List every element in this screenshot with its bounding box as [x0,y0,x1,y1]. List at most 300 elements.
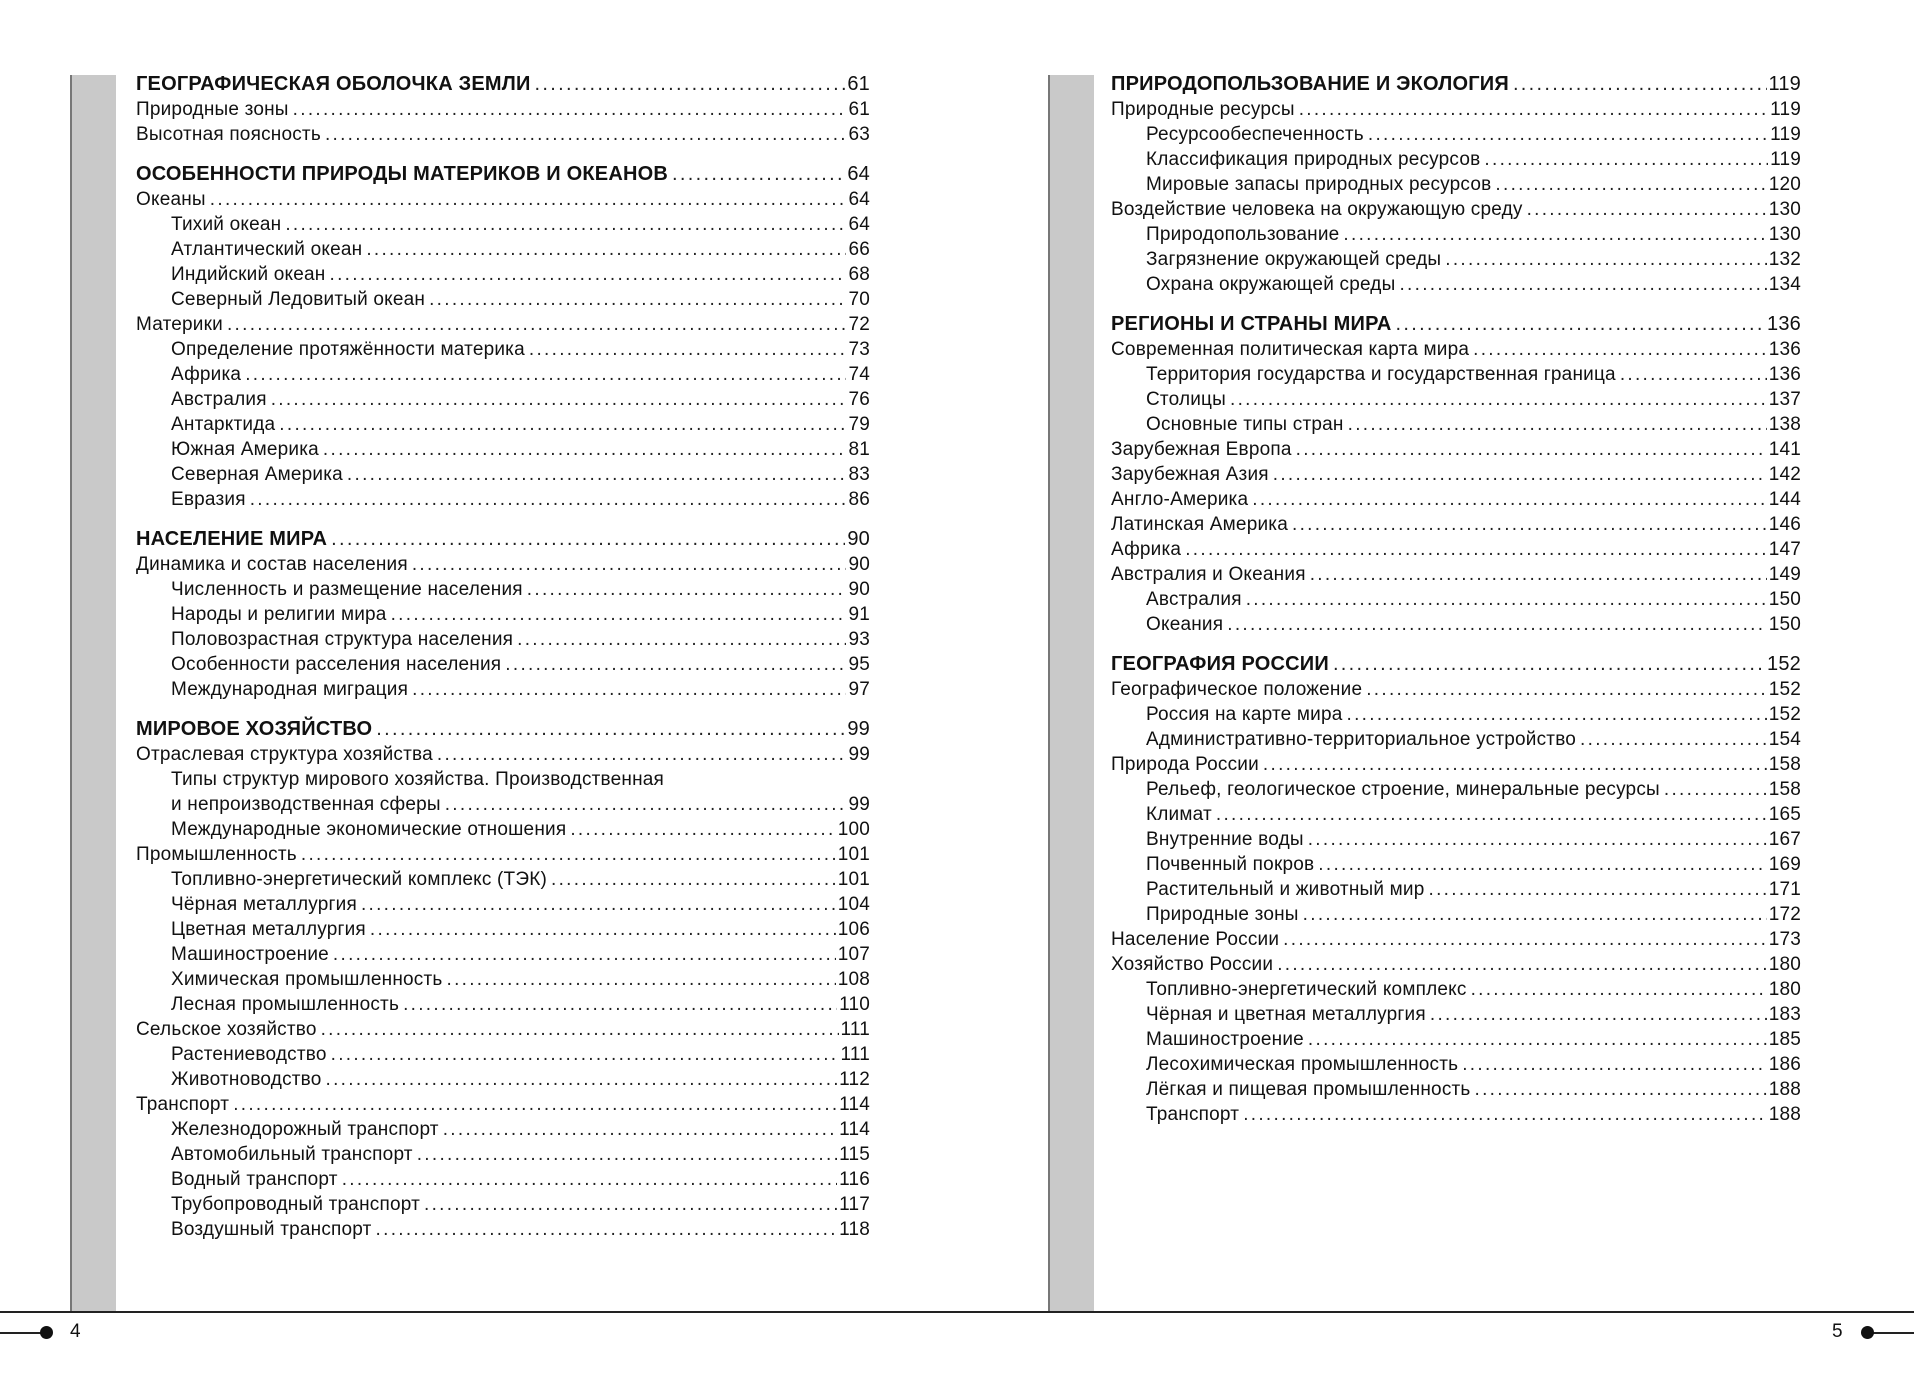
toc-subentry [136,1217,870,1242]
toc-page-number: 73 [848,339,870,360]
toc-dot-leader [570,817,835,842]
toc-entry-title: Транспорт [136,1094,230,1115]
toc-subentry [1111,222,1801,247]
toc-dot-leader [1243,1102,1767,1127]
toc-subentry [1111,802,1801,827]
toc-subentry [1111,777,1801,802]
toc-dot-leader [672,162,845,187]
toc-page-number: 167 [1768,829,1801,850]
toc-entry-title: Природопользование [1146,224,1340,245]
toc-page-number: 99 [847,718,870,740]
toc-entry-title: Цветная металлургия [171,919,366,940]
toc-entry-title: Численность и размещение населения [171,579,523,600]
toc-page-number: 111 [840,1019,870,1040]
toc-page-number: 136 [1767,313,1801,335]
toc-dot-leader [1473,337,1767,362]
toc-dot-leader [1303,902,1767,927]
toc-dot-leader [535,72,846,97]
toc-dot-leader [1318,852,1766,877]
toc-page-number: 120 [1768,174,1801,195]
toc-subentry [136,792,870,817]
toc-page-number: 180 [1768,954,1801,975]
toc-page-number: 64 [848,189,870,210]
toc-dot-leader [1230,387,1767,412]
toc-entry-title: Южная Америка [171,439,319,460]
toc-dot-leader [1368,122,1768,147]
toc-entry-title: Административно-территориальное устройство [1146,729,1577,750]
toc-page-number: 99 [848,794,870,815]
toc-page-number: 152 [1768,679,1801,700]
toc-entry-title: Индийский океан [171,264,326,285]
toc-dot-leader [271,387,847,412]
toc-entry-title: Лесная промышленность [171,994,400,1015]
toc-entry-title: Топливно-энергетический комплекс [1146,979,1467,1000]
toc-dot-leader [1366,677,1766,702]
toc-dot-leader [1484,147,1768,172]
toc-page-number: 172 [1768,904,1801,925]
toc-entry [1111,927,1801,952]
toc-dot-leader [443,1117,837,1142]
toc-page-number: 150 [1768,614,1801,635]
toc-dot-leader [1620,362,1767,387]
toc-entry-title: Высотная поясность [136,124,321,145]
toc-page-number: 117 [839,1194,870,1215]
toc-subentry [136,967,870,992]
toc-dot-leader [527,577,847,602]
toc-entry [1111,337,1801,362]
toc-entry-title: Промышленность [136,844,297,865]
toc-entry-title: Международные экономические отношения [171,819,567,840]
toc-entry [1111,437,1801,462]
toc-subentry [136,577,870,602]
toc-entry [136,187,870,212]
toc-subentry [136,1167,870,1192]
toc-dot-leader [1580,727,1767,752]
toc-entry [1111,752,1801,777]
toc-dot-leader [1347,702,1767,727]
toc-entry-title: Загрязнение окружающей среды [1146,249,1442,270]
toc-subentry [136,892,870,917]
toc-subentry [1111,612,1801,637]
toc-page-number: 119 [1770,99,1801,120]
toc-dot-leader [285,212,846,237]
toc-entry-title: Природа России [1111,754,1259,775]
toc-page-number: 90 [848,554,870,575]
toc-dot-leader [1296,437,1767,462]
toc-page-number: 70 [848,289,870,310]
toc-dot-leader [1308,1027,1767,1052]
toc-page-number: 169 [1768,854,1801,875]
toc-subentry [136,262,870,287]
toc-entry-title: Австралия [171,389,267,410]
toc-entry-title: Растительный и животный мир [1146,879,1425,900]
toc-dot-leader [1527,197,1767,222]
toc-dot-leader [1263,752,1767,777]
toc-section-heading [1111,652,1801,677]
toc-subentry [1111,247,1801,272]
toc-dot-leader [1429,877,1767,902]
toc-entry-title: Россия на карте мира [1146,704,1343,725]
toc-dot-leader [1246,587,1767,612]
toc-subentry [136,992,870,1017]
toc-subentry [1111,1052,1801,1077]
toc-dot-leader [1399,272,1766,297]
toc-subentry [1111,122,1801,147]
toc-dot-leader [1308,827,1767,852]
toc-entry-title: РЕГИОНЫ И СТРАНЫ МИРА [1111,313,1392,335]
toc-page-number: 90 [848,579,870,600]
toc-subentry [1111,272,1801,297]
toc-dot-leader [1227,612,1766,637]
toc-page-number: 90 [847,528,870,550]
toc-page-number: 66 [848,239,870,260]
toc-dot-leader [347,462,847,487]
toc-entry-title: Океаны [136,189,206,210]
toc-dot-leader [227,312,847,337]
toc-subentry [136,487,870,512]
toc-subentry [136,362,870,387]
toc-page-number: 104 [837,894,870,915]
toc-dot-leader [1475,1077,1767,1102]
toc-entry-title: Атлантический океан [171,239,363,260]
toc-page-number: 130 [1768,199,1801,220]
toc-entry-title: Определение протяжённости материка [171,339,525,360]
toc-dot-leader [403,992,837,1017]
toc-dot-leader [1277,952,1767,977]
left-table-of-contents [136,72,870,1257]
toc-dot-leader [1495,172,1766,197]
toc-dot-leader [1310,562,1767,587]
toc-entry-title: Особенности расселения населения [171,654,502,675]
toc-subentry [136,437,870,462]
toc-dot-leader [1299,97,1768,122]
toc-entry-title: Природные зоны [1146,904,1299,925]
toc-dot-leader [342,1167,837,1192]
toc-dot-leader [361,892,836,917]
toc-page-number: 144 [1768,489,1801,510]
toc-entry [1111,537,1801,562]
toc-page-number: 74 [848,364,870,385]
toc-entry-title: Северный Ледовитый океан [171,289,426,310]
left-footer-divider [0,1311,957,1313]
toc-page-number: 115 [839,1144,870,1165]
toc-entry-title: Топливно-энергетический комплекс (ТЭК) [171,869,548,890]
toc-dot-leader [1445,247,1766,272]
toc-entry-title: Океания [1146,614,1224,635]
toc-dot-leader [333,942,836,967]
toc-entry-title: Африка [1111,539,1182,560]
right-margin-bar [1048,75,1094,1312]
toc-dot-leader [293,97,847,122]
toc-entry-title: ГЕОГРАФИЯ РОССИИ [1111,653,1329,675]
toc-entry [1111,562,1801,587]
toc-subentry [136,1142,870,1167]
toc-entry-title: Охрана окружающей среды [1146,274,1396,295]
toc-entry-title: Природные ресурсы [1111,99,1295,120]
toc-entry-title: Мировые запасы природных ресурсов [1146,174,1492,195]
toc-entry-title: Столицы [1146,389,1226,410]
toc-section-heading [1111,72,1801,97]
toc-section [1111,72,1801,297]
toc-subentry [1111,1002,1801,1027]
toc-page-number: 185 [1768,1029,1801,1050]
toc-subentry [136,767,870,792]
toc-dot-leader [1292,512,1767,537]
toc-page-number: 107 [837,944,870,965]
toc-dot-leader [1343,222,1766,247]
toc-page-number: 99 [848,744,870,765]
toc-entry-title: Природные зоны [136,99,289,120]
right-footer-divider [957,1311,1914,1313]
toc-subentry [136,867,870,892]
toc-page-number: 106 [837,919,870,940]
toc-section-heading [136,717,870,742]
toc-subentry [136,1192,870,1217]
toc-subentry [1111,587,1801,612]
toc-page-number: 101 [837,844,870,865]
toc-dot-leader [391,602,847,627]
toc-entry-title: Антарктида [171,414,276,435]
toc-subentry [136,677,870,702]
toc-dot-leader [529,337,847,362]
toc-page-number: 158 [1768,754,1801,775]
toc-entry [136,97,870,122]
toc-dot-leader [1664,777,1767,802]
toc-page-number: 83 [848,464,870,485]
toc-page-number: 173 [1768,929,1801,950]
toc-dot-leader [437,742,847,767]
toc-entry [136,742,870,767]
toc-dot-leader [417,1142,837,1167]
toc-subentry [1111,172,1801,197]
toc-subentry [1111,702,1801,727]
toc-entry [1111,952,1801,977]
toc-entry-title: Латинская Америка [1111,514,1288,535]
toc-page-number: 186 [1768,1054,1801,1075]
toc-section-heading [136,527,870,552]
toc-entry-title: Австралия и Океания [1111,564,1306,585]
toc-entry-title: Почвенный покров [1146,854,1315,875]
toc-entry-title: Классификация природных ресурсов [1146,149,1481,170]
toc-dot-leader [1283,927,1767,952]
toc-entry-title: Современная политическая карта мира [1111,339,1470,360]
toc-entry-title: и непроизводственная сферы [171,794,441,815]
toc-subentry [1111,1027,1801,1052]
toc-entry-title: Автомобильный транспорт [171,1144,413,1165]
toc-page-number: 63 [848,124,870,145]
toc-page-number: 152 [1767,653,1801,675]
toc-entry [136,312,870,337]
toc-page-number: 165 [1768,804,1801,825]
toc-page-number: 76 [848,389,870,410]
toc-entry [136,1092,870,1117]
toc-subentry [136,462,870,487]
toc-page-number: 61 [847,73,870,95]
toc-entry-title: Железнодорожный транспорт [171,1119,439,1140]
toc-dot-leader [1396,312,1766,337]
toc-page-number: 64 [848,214,870,235]
toc-dot-leader [325,122,847,147]
toc-section [136,717,870,1242]
toc-page-number: 97 [848,679,870,700]
toc-entry-title: Зарубежная Европа [1111,439,1292,460]
toc-page-number: 130 [1768,224,1801,245]
toc-entry-title: Животноводство [171,1069,322,1090]
toc-subentry [136,1117,870,1142]
toc-subentry [136,627,870,652]
toc-page-number: 150 [1768,589,1801,610]
toc-dot-leader [331,1042,839,1067]
right-footer-rule [1868,1332,1914,1334]
toc-section [136,72,870,147]
toc-entry-title: Тихий океан [171,214,282,235]
toc-subentry [136,1042,870,1067]
toc-dot-leader [366,237,846,262]
toc-dot-leader [210,187,847,212]
toc-dot-leader [331,527,845,552]
toc-entry [136,122,870,147]
toc-entry-title: Внутренние воды [1146,829,1304,850]
toc-entry-title: Климат [1146,804,1212,825]
toc-page-number: 79 [848,414,870,435]
right-footer-dot [1861,1326,1874,1339]
toc-page-number: 119 [1768,73,1801,95]
toc-dot-leader [323,437,847,462]
toc-dot-leader [301,842,836,867]
toc-page-number: 136 [1768,339,1801,360]
toc-dot-leader [505,652,846,677]
toc-entry-title: Транспорт [1146,1104,1240,1125]
toc-page-number: 112 [839,1069,870,1090]
toc-page-number: 119 [1770,149,1801,170]
toc-dot-leader [1471,977,1767,1002]
left-page-number: 4 [70,1321,81,1342]
toc-entry-title: Типы структур мирового хозяйства. Производственная [171,769,665,790]
toc-dot-leader [1185,537,1766,562]
toc-entry-title: Половозрастная структура населения [171,629,514,650]
toc-page-number: 116 [839,1169,870,1190]
toc-entry-title: Рельеф, геологическое строение, минеральные ресурсы [1146,779,1660,800]
toc-subentry [136,237,870,262]
toc-dot-leader [1216,802,1767,827]
toc-page-number: 146 [1768,514,1801,535]
right-page [957,0,1914,1388]
toc-entry-title: Чёрная металлургия [171,894,357,915]
toc-entry-title: Ресурсообеспеченность [1146,124,1364,145]
right-page-number: 5 [1832,1321,1843,1342]
toc-page-number: 158 [1768,779,1801,800]
toc-page-number: 149 [1768,564,1801,585]
toc-section [1111,652,1801,1127]
toc-page-number: 72 [848,314,870,335]
toc-dot-leader [424,1192,837,1217]
toc-page-number: 137 [1768,389,1801,410]
toc-page-number: 188 [1768,1079,1801,1100]
toc-page-number: 108 [837,969,870,990]
toc-page-number: 101 [837,869,870,890]
toc-subentry [1111,727,1801,752]
toc-subentry [1111,412,1801,437]
toc-entry-title: МИРОВОЕ ХОЗЯЙСТВО [136,718,373,740]
toc-subentry [136,287,870,312]
toc-subentry [1111,877,1801,902]
toc-dot-leader [321,1017,839,1042]
toc-dot-leader [376,1217,838,1242]
toc-page-number: 138 [1768,414,1801,435]
toc-entry [1111,97,1801,122]
toc-dot-leader [1348,412,1767,437]
toc-entry-title: Народы и религии мира [171,604,387,625]
toc-entry-title: Динамика и состав населения [136,554,408,575]
toc-entry-title: НАСЕЛЕНИЕ МИРА [136,528,328,550]
toc-entry [136,842,870,867]
toc-page-number: 142 [1768,464,1801,485]
toc-entry-title: Машиностроение [1146,1029,1304,1050]
toc-dot-leader [1333,652,1765,677]
toc-dot-leader [245,362,846,387]
toc-dot-leader [551,867,836,892]
toc-entry [1111,487,1801,512]
right-table-of-contents [1111,72,1801,1142]
toc-entry-title: Сельское хозяйство [136,1019,317,1040]
toc-subentry [1111,147,1801,172]
toc-subentry [1111,362,1801,387]
toc-entry [1111,512,1801,537]
toc-entry-title: Зарубежная Азия [1111,464,1269,485]
toc-page-number: 119 [1770,124,1801,145]
toc-entry-title: Африка [171,364,242,385]
toc-entry-title: ПРИРОДОПОЛЬЗОВАНИЕ И ЭКОЛОГИЯ [1111,73,1509,95]
toc-entry-title: Англо-Америка [1111,489,1249,510]
toc-page-number: 81 [848,439,870,460]
toc-entry-title: Лесохимическая промышленность [1146,1054,1459,1075]
toc-dot-leader [412,552,847,577]
toc-subentry [136,1067,870,1092]
toc-page-number: 154 [1768,729,1801,750]
toc-entry-title: Лёгкая и пищевая промышленность [1146,1079,1471,1100]
toc-page-number: 91 [848,604,870,625]
toc-subentry [1111,827,1801,852]
toc-subentry [1111,1102,1801,1127]
toc-page-number: 183 [1768,1004,1801,1025]
toc-page-number: 110 [839,994,870,1015]
toc-page-number: 114 [839,1119,870,1140]
toc-page-number: 93 [848,629,870,650]
toc-entry-title: Северная Америка [171,464,343,485]
toc-section [136,527,870,702]
toc-page-number: 95 [848,654,870,675]
toc-page-number: 68 [848,264,870,285]
toc-subentry [1111,977,1801,1002]
toc-page-number: 134 [1768,274,1801,295]
toc-page-number: 64 [847,163,870,185]
toc-dot-leader [1513,72,1767,97]
toc-page-number: 152 [1768,704,1801,725]
toc-subentry [1111,1077,1801,1102]
left-footer-dot [40,1326,53,1339]
toc-entry-title: Население России [1111,929,1280,950]
toc-section-heading [136,162,870,187]
toc-entry-title: Водный транспорт [171,1169,338,1190]
toc-dot-leader [370,917,836,942]
toc-dot-leader [326,1067,838,1092]
toc-subentry [136,412,870,437]
toc-entry-title: Химическая промышленность [171,969,443,990]
toc-page-number: 61 [848,99,870,120]
toc-subentry [136,212,870,237]
toc-entry-title: Материки [136,314,223,335]
left-margin-bar [70,75,116,1312]
